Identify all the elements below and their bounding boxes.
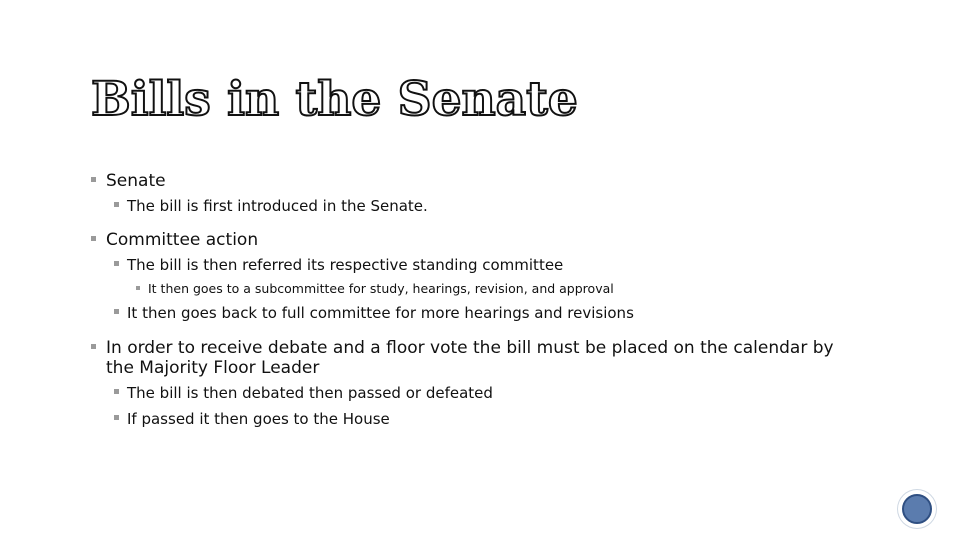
bullet-marker bbox=[91, 236, 96, 241]
sub-sub-bullet-subcommittee bbox=[136, 282, 614, 296]
sub-bullet-debated bbox=[114, 385, 493, 402]
slide-title: Bills in the Senate bbox=[91, 72, 578, 127]
sub-bullet-referred bbox=[114, 257, 563, 274]
bullet-text: If passed it then goes to the House bbox=[127, 410, 390, 428]
bullet-text: In order to receive debate and a floor vote the bill must be placed on the calendar by the Majority Floor Leader bbox=[106, 338, 834, 378]
sub-bullet-house bbox=[114, 411, 390, 428]
bullet-marker bbox=[114, 202, 119, 207]
bullet-text: Senate bbox=[106, 171, 166, 191]
bullet-text: The bill is then debated then passed or defeated bbox=[127, 384, 493, 402]
bullet-marker bbox=[91, 344, 96, 349]
bullet-text: The bill is first introduced in the Senate. bbox=[127, 197, 428, 215]
bullet-marker bbox=[114, 309, 119, 314]
bullet-committee-action bbox=[91, 231, 258, 251]
bullet-senate bbox=[91, 172, 166, 192]
bullet-text: The bill is then referred its respective standing committee bbox=[127, 256, 564, 274]
bullet-marker bbox=[114, 261, 119, 266]
bullet-marker bbox=[136, 286, 140, 290]
slide-number-badge bbox=[898, 490, 936, 528]
bullet-marker bbox=[114, 389, 119, 394]
bullet-marker bbox=[114, 415, 119, 420]
sub-bullet-introduced bbox=[114, 198, 428, 215]
circle-icon bbox=[902, 494, 932, 524]
bullet-marker bbox=[91, 177, 96, 182]
sub-bullet-full-committee bbox=[114, 305, 634, 322]
bullet-floor-vote bbox=[91, 339, 866, 378]
bullet-text: It then goes to a subcommittee for study, hearings, revision, and approval bbox=[148, 281, 614, 296]
bullet-text: It then goes back to full committee for more hearings and revisions bbox=[127, 304, 634, 322]
bullet-text: Committee action bbox=[106, 230, 259, 250]
